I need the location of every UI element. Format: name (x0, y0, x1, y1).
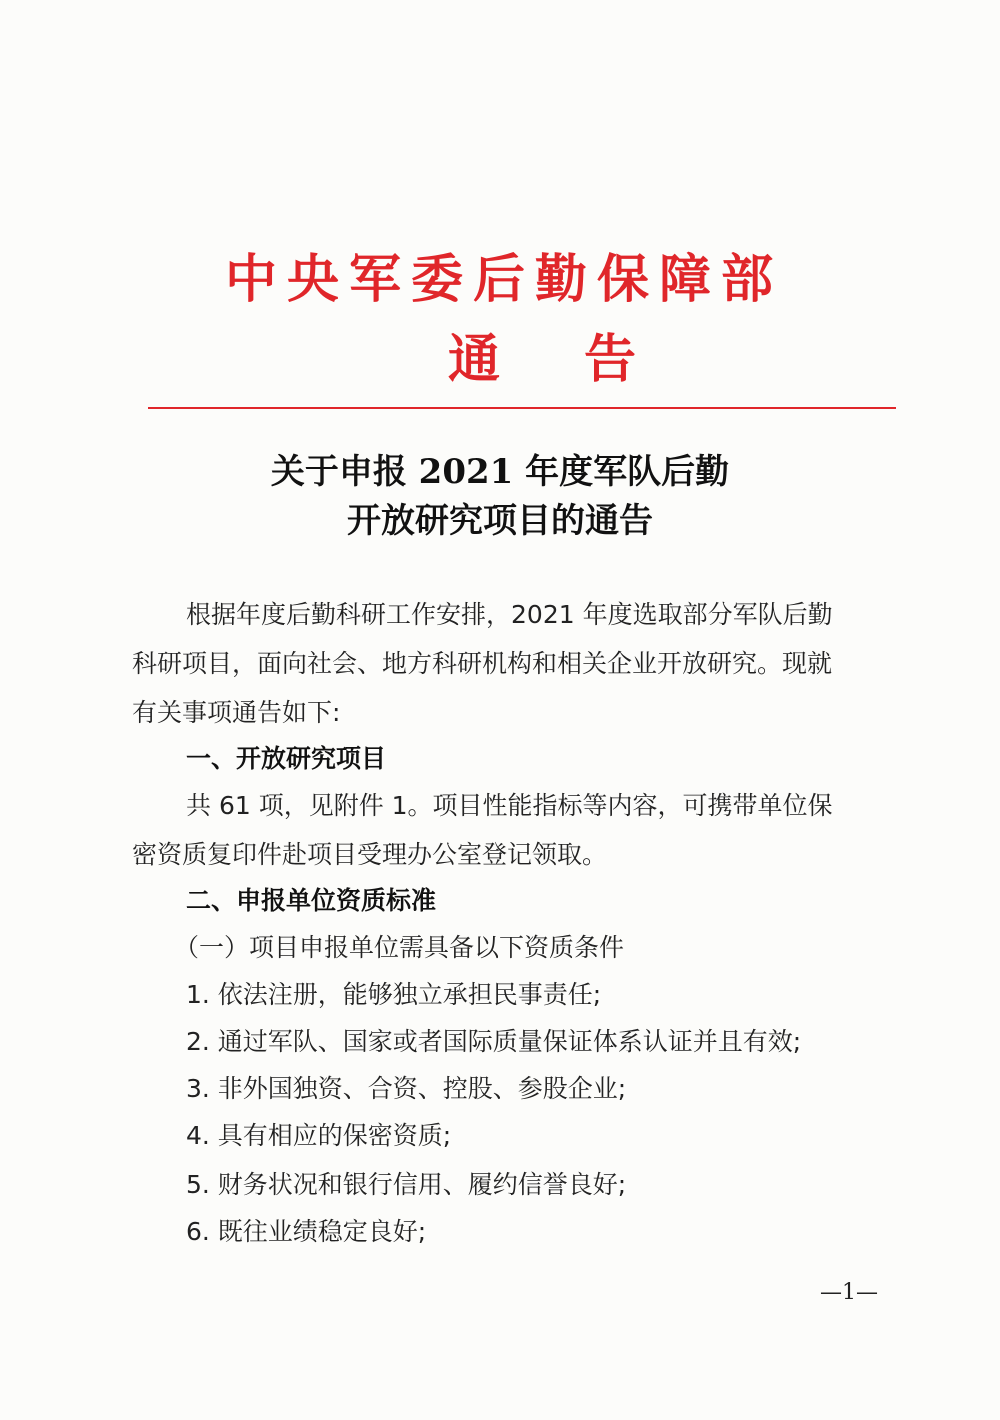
document-title-line-1: 关于申报 2021 年度军队后勤 (270, 452, 730, 492)
section-2-heading: 二、申报单位资质标准 (186, 886, 437, 915)
qualification-item-5: 5. 财务状况和银行信用、履约信誉良好; (186, 1170, 627, 1199)
qualification-item-4: 4. 具有相应的保密资质; (186, 1121, 452, 1150)
intro-line-1: 根据年度后勤科研工作安排，2021 年度选取部分军队后勤 (186, 600, 833, 629)
section-1-heading: 一、开放研究项目 (186, 744, 387, 773)
qualification-item-1: 1. 依法注册，能够独立承担民事责任; (186, 980, 602, 1009)
document-title-line-2: 开放研究项目的通告 (347, 501, 653, 541)
masthead-organization: 中央军委后勤保障部 (224, 249, 783, 310)
section-2-subheading: （一）项目申报单位需具备以下资质条件 (174, 933, 625, 962)
qualification-item-6: 6. 既往业绩稳定良好; (186, 1217, 427, 1246)
intro-line-3: 有关事项通告如下: (132, 698, 341, 727)
qualification-item-3: 3. 非外国独资、合资、控股、参股企业; (186, 1074, 627, 1103)
masthead-doc-type: 通告 (447, 329, 720, 390)
page-number: —1— (820, 1280, 878, 1305)
qualification-item-2: 2. 通过军队、国家或者国际质量保证体系认证并且有效; (186, 1027, 802, 1056)
red-divider-line (148, 407, 896, 409)
section-1-line-1: 共 61 项，见附件 1。项目性能指标等内容，可携带单位保 (186, 791, 833, 820)
section-1-line-2: 密资质复印件赴项目受理办公室登记领取。 (132, 840, 608, 869)
intro-line-2: 科研项目，面向社会、地方科研机构和相关企业开放研究。现就 (132, 649, 833, 678)
